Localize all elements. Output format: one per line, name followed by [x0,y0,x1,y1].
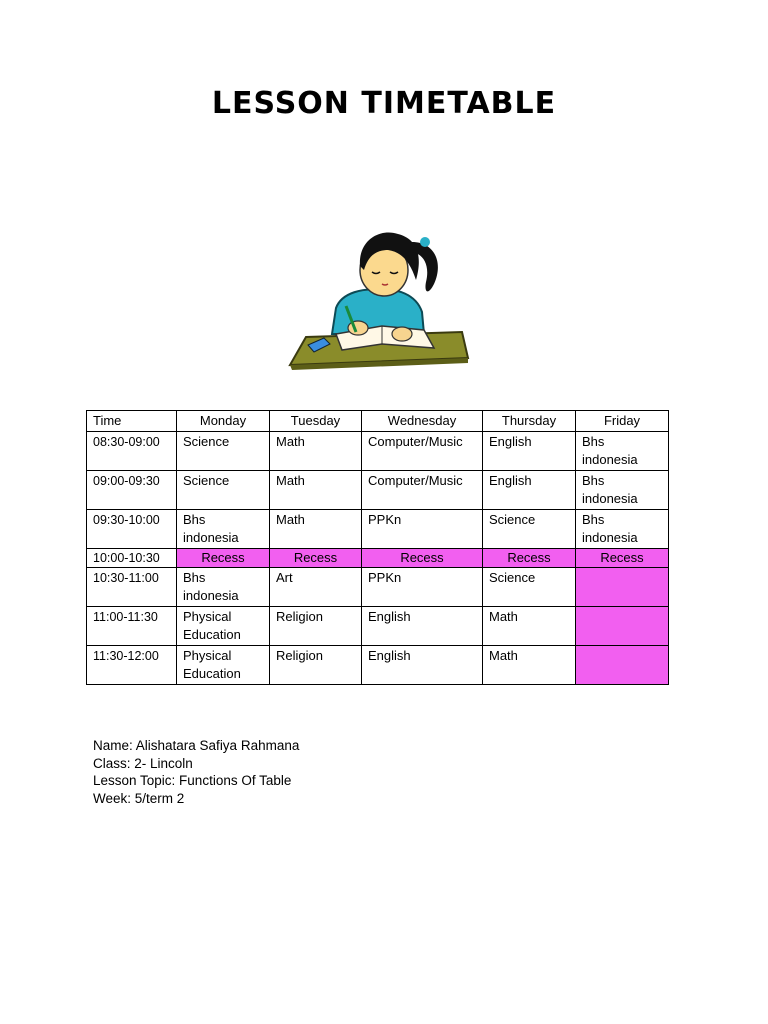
time-cell: 10:00-10:30 [87,549,177,568]
table-row [87,471,669,510]
lesson-cell: Math [483,607,576,646]
lesson-cell: Bhs indonesia [177,510,270,549]
column-header-tuesday: Tuesday [270,411,362,432]
empty-pink-cell [576,607,669,646]
table-row [87,568,669,607]
column-header-friday: Friday [576,411,669,432]
lesson-cell: PPKn [362,510,483,549]
lesson-cell: Science [483,568,576,607]
column-header-thursday: Thursday [483,411,576,432]
column-header-monday: Monday [177,411,270,432]
lesson-cell: Science [177,471,270,510]
recess-cell: Recess [576,549,669,568]
lesson-cell: Bhs indonesia [576,432,669,471]
time-cell: 09:30-10:00 [87,510,177,549]
lesson-cell: PPKn [362,568,483,607]
lesson-cell: Religion [270,646,362,685]
student-class: Class: 2- Lincoln [93,755,193,771]
column-header-wednesday: Wednesday [362,411,483,432]
empty-pink-cell [576,568,669,607]
time-cell: 10:30-11:00 [87,568,177,607]
student-info [93,737,299,807]
table-row [87,607,669,646]
empty-pink-cell [576,646,669,685]
time-cell: 11:00-11:30 [87,607,177,646]
table-row [87,432,669,471]
lesson-cell: Math [483,646,576,685]
lesson-cell: Physical Education [177,607,270,646]
lesson-cell: Religion [270,607,362,646]
lesson-cell: Science [177,432,270,471]
time-cell: 08:30-09:00 [87,432,177,471]
lesson-cell: English [362,607,483,646]
lesson-cell: Math [270,432,362,471]
girl-writing-at-desk-icon [284,222,474,372]
time-cell: 09:00-09:30 [87,471,177,510]
timetable [86,410,669,685]
lesson-cell: English [483,432,576,471]
page-title: LESSON TIMETABLE [211,86,557,121]
lesson-cell: Science [483,510,576,549]
week-term: Week: 5/term 2 [93,790,185,806]
time-cell: 11:30-12:00 [87,646,177,685]
lesson-cell: English [362,646,483,685]
lesson-cell: Computer/Music [362,432,483,471]
table-row [87,510,669,549]
student-name: Name: Alishatara Safiya Rahmana [93,738,300,753]
lesson-cell: Bhs indonesia [576,471,669,510]
lesson-cell: Math [270,471,362,510]
recess-row [87,549,669,568]
recess-cell: Recess [270,549,362,568]
recess-cell: Recess [483,549,576,568]
table-header-row [87,411,669,432]
lesson-cell: Computer/Music [362,471,483,510]
lesson-cell: Art [270,568,362,607]
lesson-cell: English [483,471,576,510]
lesson-cell: Bhs indonesia [177,568,270,607]
column-header-time: Time [87,411,177,432]
lesson-cell: Physical Education [177,646,270,685]
recess-cell: Recess [177,549,270,568]
lesson-cell: Bhs indonesia [576,510,669,549]
lesson-topic: Lesson Topic: Functions Of Table [93,773,292,788]
recess-cell: Recess [362,549,483,568]
table-row [87,646,669,685]
lesson-cell: Math [270,510,362,549]
